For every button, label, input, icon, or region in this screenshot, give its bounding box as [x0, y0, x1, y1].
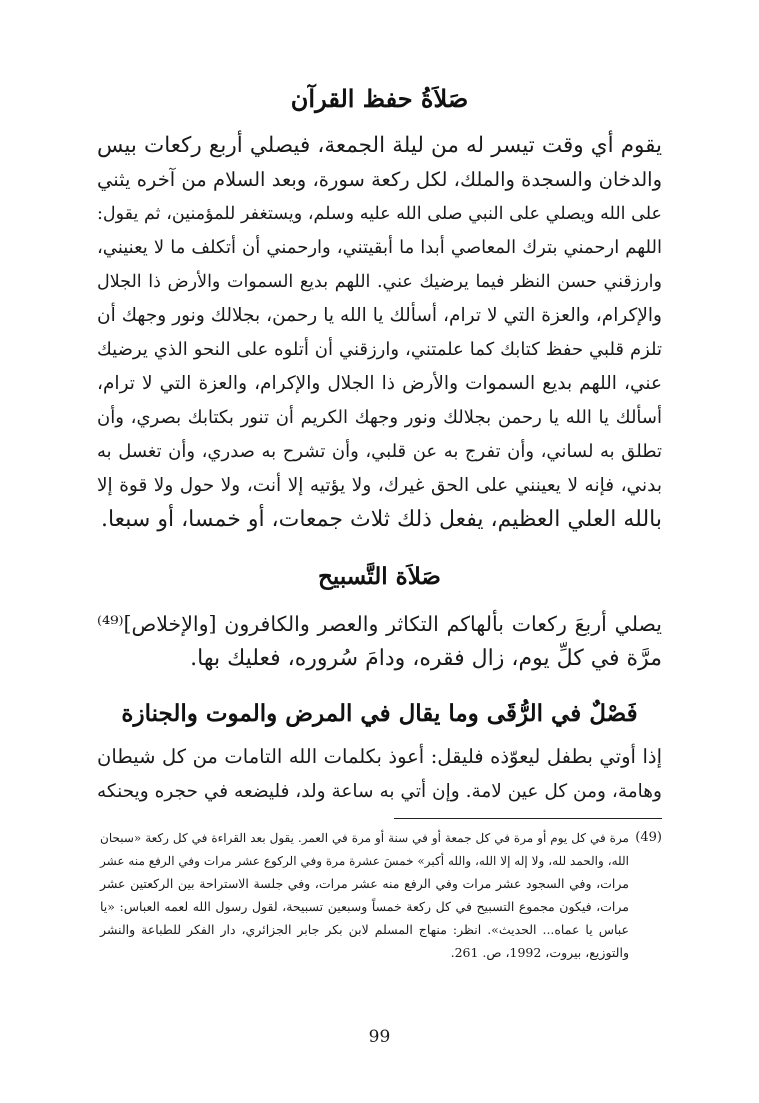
footnote-line: مرة في كل يوم أو مرة في كل جمعة أو في سنة أو مرة في العمر. يقول بعد القراءة في كل ركعة «سبحان — [100, 831, 629, 845]
body-line: والدخان والسجدة والملك، لكل ركعة سورة، وبعد السلام من آخره يثني — [97, 168, 662, 191]
footnote-line: والتوزيع، بيروت، 1992، ص. 261. — [450, 945, 629, 960]
chapter-title-ruqya: فَصْلٌ في الرُّقَى وما يقال في المرض والموت والجنازة — [121, 700, 638, 727]
footnote-number: (49) — [635, 830, 662, 845]
section-title-tasbih-prayer: صَلاَة التَّسبيح — [318, 563, 441, 590]
body-line: وارزقني حسن النظر فيما يرضيك عني. اللهم بديع السموات والأرض ذا الجلال — [97, 272, 662, 292]
body-line: تلزم قلبي حفظ كتابك كما علمتني، وارزقني أن أتلوه على النحو الذي يرضيك — [97, 339, 662, 360]
body-line: وهامة، ومن كل عين لامة. وإن أتي به ساعة ولد، فليضعه في حجره ويحنكه — [97, 781, 662, 802]
footnote-separator — [394, 818, 662, 819]
body-line: بالله العلي العظيم، يفعل ذلك ثلاث جمعات، أو خمسا، أو سبعا. — [100, 507, 662, 532]
footnote-line: مرات، فيكون مجموع التسبيح في كل ركعة خمساً وسبعين تسبيحة، لقول رسول الله لعمه العباس: «يا — [100, 899, 629, 914]
body-line: اللهم ارحمني بترك المعاصي أبدا ما أبقيتني، وارحمني أن أتكلف ما لا يعنيني، — [97, 237, 662, 258]
body-line: على الله ويصلي على النبي صلى الله عليه وسلم، ويستغفر للمؤمنين، ثم يقول: — [97, 204, 662, 224]
body-line: عني، اللهم بديع السموات والأرض ذا الجلال والإكرام، والعزة التي لا ترام، — [97, 373, 662, 394]
body-line: إذا أوتي بطفل ليعوّذه فليقل: أعوذ بكلمات الله التامات من كل شيطان — [97, 745, 662, 768]
footnote-line: مرات، وفي السجود عشر مرات وفي الرفع منه عشر مرات، وفي جلسة الاستراحة بين الركعتين عشر — [100, 876, 629, 891]
body-line: يقوم أي وقت تيسر له من ليلة الجمعة، فيصلي أربع ركعات بيس — [97, 133, 662, 158]
section-title-quran-memorization: صَلاَةُ حفظ القرآن — [290, 84, 469, 113]
footnote-line: عباس يا عماه... الحديث». انظر: منهاج المسلم لابن بكر جابر الجزائري، دار الفكر للطباعة والنشر — [100, 922, 629, 937]
body-line: بدني، فإنه لا يعينني على الحق غيرك، ولا يؤتيه إلا أنت، ولا حول ولا قوة إلا — [97, 475, 662, 496]
body-line: يصلي أربعَ ركعات بألهاكم التكاثر والعصر والكافرون [والإخلاص]⁽⁴⁹⁾ — [97, 612, 662, 636]
body-line: والإكرام، والعزة التي لا ترام، أسألك يا الله يا رحمن، بجلالك ونور وجهك أن — [97, 305, 662, 326]
body-line: تطلق به لساني، وأن تفرج به عن قلبي، وأن تشرح به صدري، وأن تغسل به — [97, 441, 662, 462]
body-line: أسألك يا الله يا رحمن بجلالك ونور وجهك الكريم أن تنور بكتابك بصري، وأن — [97, 407, 662, 428]
body-line: مرَّة في كلِّ يوم، زال فقره، ودامَ سُروره، فعليك بها. — [190, 646, 662, 671]
page-number: 99 — [368, 1027, 391, 1047]
footnote-line: الله، والحمد لله، ولا إله إلا الله، والله أكبر» خمسَ عشرة مرة وفي الركوع عشر مرات وفي الرفع منه عشر — [100, 854, 629, 868]
